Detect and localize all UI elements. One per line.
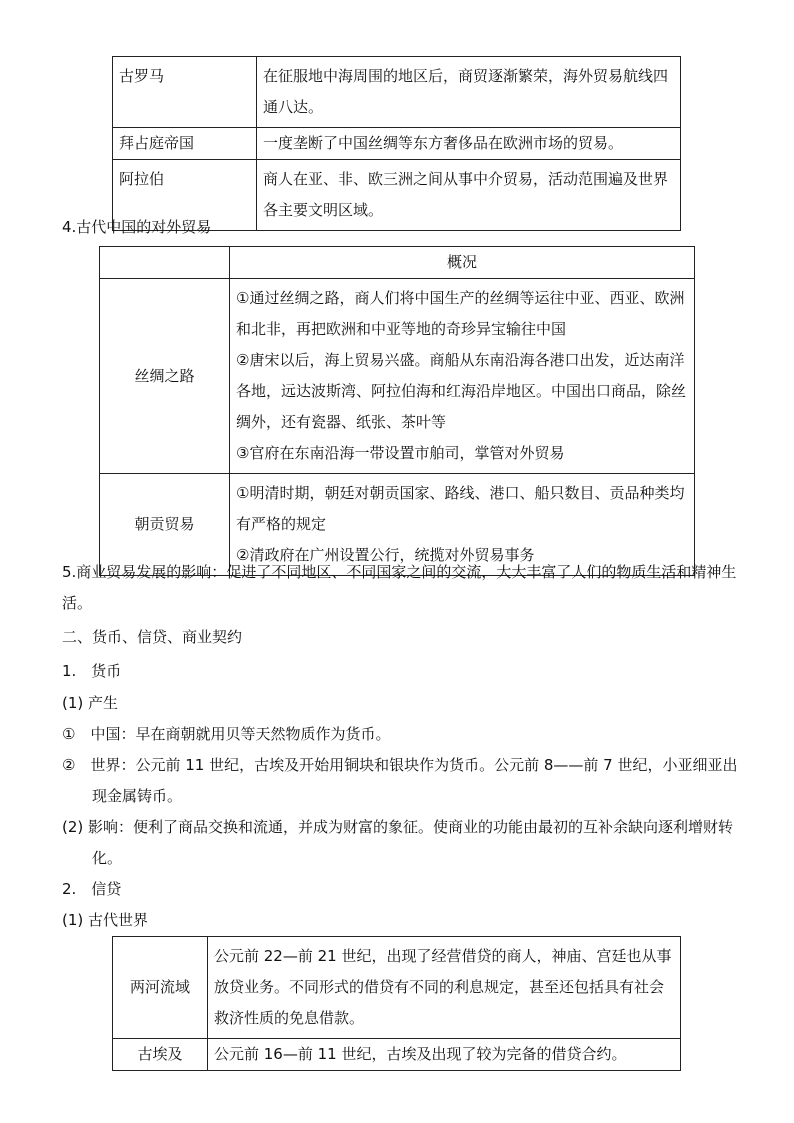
- section-heading: 4.古代中国的对外贸易: [62, 218, 212, 236]
- list-item: ①通过丝绸之路，商人们将中国生产的丝绸等运往中亚、西亚、欧洲和北非，再把欧洲和中亚等地的奇珍异宝输往中国: [236, 289, 685, 338]
- table-cell-desc: 公元前 16—前 11 世纪，古埃及出现了较为完备的借贷合约。: [208, 1039, 681, 1071]
- table-cell-silk-road: 丝绸之路: [100, 279, 230, 474]
- table-header-empty: [100, 247, 230, 279]
- list-item: ②清政府在广州设置公行，统揽对外贸易事务: [236, 546, 535, 564]
- table-cell-desc: 商人在亚、非、欧三洲之间从事中介贸易，活动范围遍及世界各主要文明区域。: [257, 160, 681, 231]
- table-cell-region: 阿拉伯: [113, 160, 257, 231]
- table-row: [113, 1039, 681, 1071]
- table-cell-silk-road-desc: [230, 279, 695, 474]
- section-paragraph: 5.商业贸易发展的影响：促进了不同地区、不同国家之间的交流，大大丰富了人们的物质生活和精神生活。: [62, 563, 737, 612]
- table-header-overview: 概况: [230, 247, 695, 279]
- table-cell-region: 拜占庭帝国: [113, 128, 257, 160]
- table-cell-desc: 一度垄断了中国丝绸等东方奢侈品在欧洲市场的贸易。: [257, 128, 681, 160]
- list-item: ③官府在东南沿海一带设置市舶司，掌管对外贸易: [236, 444, 565, 462]
- subheading-ancient-world: (1) 古代世界: [62, 911, 149, 929]
- table-ancient-trade-regions: [112, 56, 681, 231]
- table-row: [113, 937, 681, 1039]
- part-heading: 二、货币、信贷、商业契约: [62, 628, 243, 646]
- subheading-credit: 2. 信贷: [62, 880, 122, 898]
- list-item: ② 世界：公元前 11 世纪，古埃及开始用铜块和银块作为货币。公元前 8——前 7 世纪，小亚细亚出现金属铸币。: [62, 756, 738, 805]
- table-cell-region: 古罗马: [113, 57, 257, 128]
- list-item: (2) 影响：便利了商品交换和流通，并成为财富的象征。使商业的功能由最初的互补余缺向逐利增财转化。: [62, 818, 734, 867]
- list-item: ②唐宋以后，海上贸易兴盛。商船从东南沿海各港口出发，近达南洋各地，远达波斯湾、阿拉伯海和红海沿岸地区。中国出口商品，除丝绸外，还有瓷器、纸张、茶叶等: [236, 351, 687, 431]
- table-row: [100, 279, 695, 474]
- table-cell-region: 两河流域: [113, 937, 208, 1039]
- table-cell-desc: 在征服地中海周围的地区后，商贸逐渐繁荣，海外贸易航线四通八达。: [257, 57, 681, 128]
- table-cell-region: 古埃及: [113, 1039, 208, 1071]
- list-item: ①明清时期，朝廷对朝贡国家、路线、港口、船只数目、贡品种类均有严格的规定: [236, 484, 685, 533]
- table-row: [100, 247, 695, 279]
- list-item: ① 中国：早在商朝就用贝等天然物质作为货币。: [62, 725, 391, 743]
- table-cell-tribute: 朝贡贸易: [100, 474, 230, 576]
- table-cell-desc: 公元前 22—前 21 世纪，出现了经营借贷的商人，神庙、宫廷也从事放贷业务。不同形式的借贷有不同的利息规定，甚至还包括具有社会救济性质的免息借款。: [208, 937, 681, 1039]
- subheading-currency: 1. 货币: [62, 662, 122, 680]
- table-ancient-credit: [112, 936, 681, 1071]
- subheading-origin: (1) 产生: [62, 694, 119, 712]
- table-row: [113, 57, 681, 128]
- table-china-foreign-trade: [99, 246, 695, 576]
- table-row: [113, 128, 681, 160]
